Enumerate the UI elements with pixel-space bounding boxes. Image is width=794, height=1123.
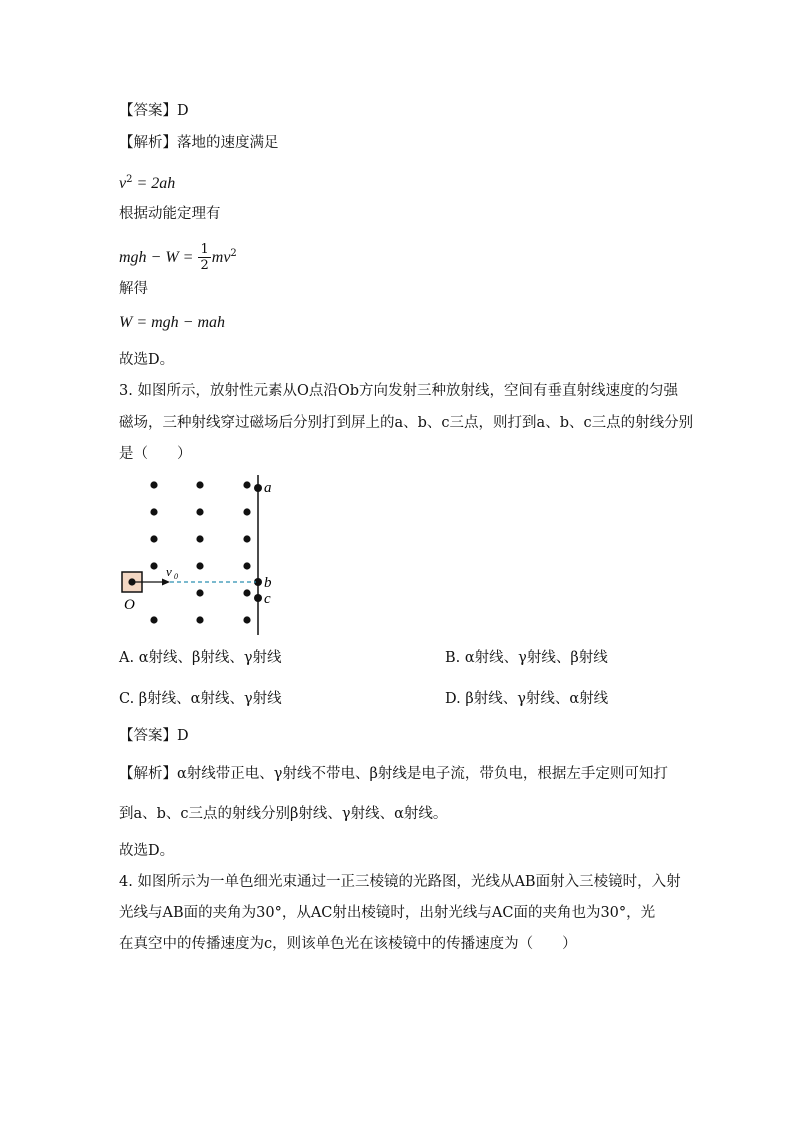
conclusion-text: 故选D。 <box>119 843 175 859</box>
label-v: v <box>166 564 172 579</box>
answer-line <box>119 726 189 746</box>
magnetic-field-figure <box>110 470 300 640</box>
question-text: 在真空中的传播速度为c，则该单色光在该棱镜中的传播速度为（ ） <box>119 936 577 952</box>
analysis-text: 解得 <box>119 281 148 297</box>
question-text: 光线与AB面的夹角为30°，从AC射出棱镜时，出射光线与AC面的夹角也为30°，光 <box>119 905 656 921</box>
answer-value: D <box>177 103 189 119</box>
answer-value: D <box>177 728 189 744</box>
label-c: c <box>264 591 271 607</box>
analysis-line <box>119 133 279 153</box>
point-a <box>254 484 262 492</box>
question-text: 磁场，三种射线穿过磁场后分别打到屏上的a、b、c三点，则打到a、b、c三点的射线分别 <box>119 415 694 431</box>
label-v-sub: 0 <box>174 572 178 581</box>
equation-work: W = mgh − mah <box>119 314 226 331</box>
analysis-text: α射线带正电、γ射线不带电、β射线是电子流，带负电，根据左手定则可知打 <box>177 766 668 782</box>
option-B[interactable]: B. α射线、γ射线、β射线 <box>445 650 608 666</box>
option-D[interactable]: D. β射线、γ射线、α射线 <box>445 691 609 707</box>
option-C[interactable]: C. β射线、α射线、γ射线 <box>119 691 282 707</box>
conclusion-text: 故选D。 <box>119 352 175 368</box>
analysis-label: 【解析】 <box>119 135 177 151</box>
answer-label: 【答案】 <box>119 728 177 744</box>
answer-label: 【答案】 <box>119 103 177 119</box>
equation-energy: mgh − W = $\frac{1}{2}$ $mv^2$ <box>119 242 237 274</box>
point-c <box>254 594 262 602</box>
analysis-line <box>119 764 668 784</box>
option-A[interactable]: A. α射线、β射线、γ射线 <box>119 650 282 666</box>
label-b: b <box>264 575 272 591</box>
fraction: $\frac{1}{2}$ <box>200 242 209 274</box>
equation-velocity: $v^2 = 2ah$ <box>119 174 176 192</box>
analysis-text: 根据动能定理有 <box>119 206 221 222</box>
answer-line <box>119 101 189 121</box>
question-text: 是（ ） <box>119 446 192 462</box>
label-a: a <box>264 480 272 496</box>
analysis-label: 【解析】 <box>119 766 177 782</box>
label-O: O <box>124 597 135 613</box>
analysis-text: 落地的速度满足 <box>177 135 279 151</box>
analysis-text: 到a、b、c三点的射线分别β射线、γ射线、α射线。 <box>119 806 448 822</box>
arrow-head <box>162 579 170 586</box>
field-dots <box>150 481 250 623</box>
question-text: 3. 如图所示，放射性元素从O点沿Ob方向发射三种放射线，空间有垂直射线速度的匀强 <box>119 383 678 399</box>
question-text: 4. 如图所示为一单色细光束通过一正三棱镜的光路图，光线从AB面射入三棱镜时，入射 <box>119 874 681 890</box>
